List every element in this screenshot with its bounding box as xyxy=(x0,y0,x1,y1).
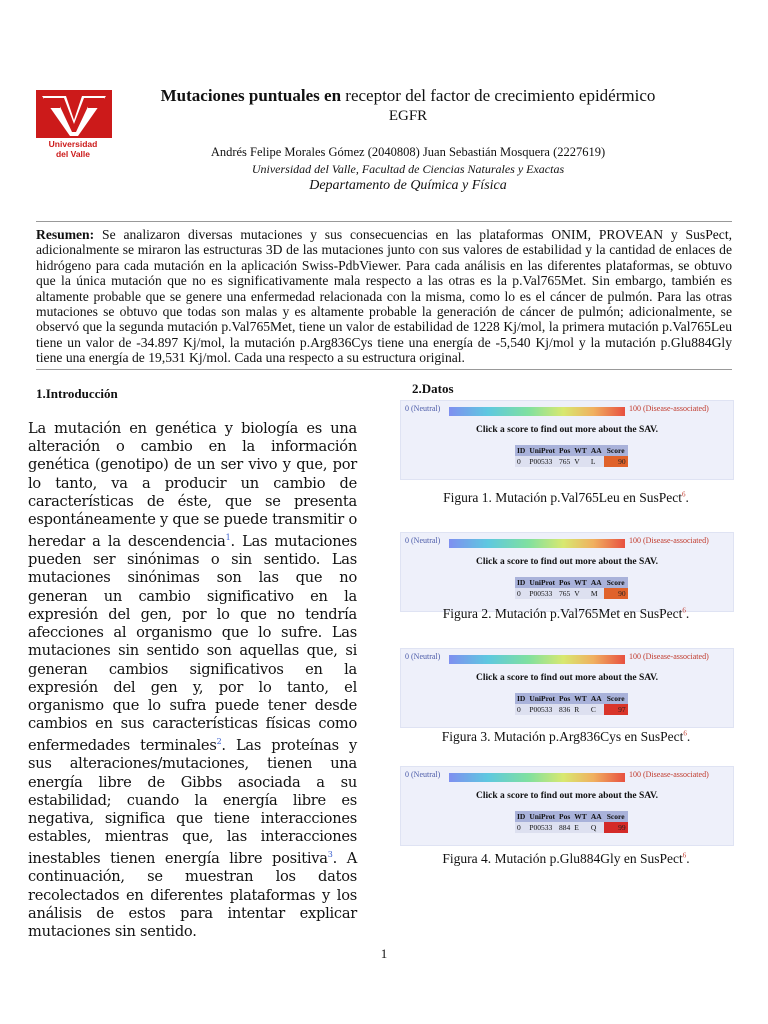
table-cell: R xyxy=(572,704,589,715)
caption-text: Figura 3. Mutación p.Arg836Cys en SusPect xyxy=(441,729,684,744)
table-header: Pos xyxy=(559,578,571,587)
citation-ref: 1 xyxy=(225,533,231,543)
logo-text-line1: Universidad xyxy=(48,139,98,149)
suspect-figure-3 xyxy=(400,648,734,728)
table-header: UniProt xyxy=(529,812,556,821)
table-header: Score xyxy=(604,445,628,456)
intro-text-2: . Las mutaciones pueden ser sinónimas o sin sentido. Las mutaciones sinónimas son las que no generan un cambio significativo en la expresión del gen, por lo que no tendría afecciones al organismo que lo sufre. Las mutaciones sin sentido son aquellas que, si generan cambios significativos en la expresión del gen y, por lo tanto, el organismo que lo sufra puede tener desde cambios en sus características físicas como enfermedades terminales xyxy=(28,533,357,755)
score-table xyxy=(515,577,628,599)
neutral-label: 0 (Neutral) xyxy=(405,652,441,661)
table-cell: 765 xyxy=(559,457,571,466)
table-cell: 0 xyxy=(515,822,527,833)
table-header: ID xyxy=(517,446,526,455)
table-header: Score xyxy=(604,693,628,704)
title-rest: receptor del factor de crecimiento epidérmico xyxy=(341,86,656,105)
table-header: AA xyxy=(590,694,602,703)
abstract-label: Resumen: xyxy=(36,227,95,242)
paper-title-line2: EGFR xyxy=(388,108,428,124)
table-header: Pos xyxy=(559,694,571,703)
table-row[interactable] xyxy=(515,588,628,599)
figure-caption-3 xyxy=(400,729,732,745)
table-header: WT xyxy=(574,578,587,587)
neutral-label: 0 (Neutral) xyxy=(405,536,441,545)
caption-period: . xyxy=(686,729,691,744)
divider-top xyxy=(36,221,732,222)
suspect-figure-2 xyxy=(400,532,734,612)
figure-caption-1 xyxy=(400,490,732,506)
score-gradient-bar xyxy=(449,655,625,664)
caption-period: . xyxy=(685,606,690,621)
neutral-label: 0 (Neutral) xyxy=(405,770,441,779)
table-row[interactable] xyxy=(515,456,628,467)
table-cell: P00533 xyxy=(527,588,557,599)
caption-period: . xyxy=(686,851,690,866)
caption-text: Figura 1. Mutación p.Val765Leu en SusPect xyxy=(443,490,682,505)
score-table xyxy=(515,811,628,833)
figure-caption-4 xyxy=(400,851,732,867)
table-cell: L xyxy=(589,456,604,467)
table-cell: V xyxy=(572,588,589,599)
table-header: UniProt xyxy=(529,694,556,703)
caption-text: Figura 2. Mutación p.Val765Met en SusPect xyxy=(442,606,683,621)
abstract xyxy=(36,227,732,366)
table-cell: V xyxy=(572,456,589,467)
table-row[interactable] xyxy=(515,704,628,715)
affiliation: Universidad del Valle, Facultad de Ciencias Naturales y Exactas xyxy=(251,162,565,176)
table-header: WT xyxy=(574,446,587,455)
click-instruction: Click a score to find out more about the SAV. xyxy=(476,791,658,801)
citation-ref: 6 xyxy=(682,606,686,615)
table-cell: 0 xyxy=(515,456,527,467)
neutral-label: 0 (Neutral) xyxy=(405,404,441,413)
caption-period: . xyxy=(685,490,689,505)
score-gradient-bar xyxy=(449,773,625,782)
citation-ref: 3 xyxy=(327,850,333,860)
logo-text-line2: del Valle xyxy=(55,149,91,159)
click-instruction: Click a score to find out more about the SAV. xyxy=(476,557,658,567)
table-cell: 836 xyxy=(559,705,571,714)
divider-bottom xyxy=(36,369,732,370)
intro-paragraph xyxy=(28,420,357,941)
disease-label: 100 (Disease-associated) xyxy=(629,536,709,545)
table-cell: P00533 xyxy=(527,704,557,715)
authors: Andrés Felipe Morales Gómez (2040808) Juan Sebastián Mosquera (2227619) xyxy=(210,145,606,159)
disease-label: 100 (Disease-associated) xyxy=(629,652,709,661)
section-heading-intro: 1.Introducción xyxy=(36,386,118,401)
score-table xyxy=(515,693,628,715)
table-cell: 765 xyxy=(559,589,571,598)
table-row[interactable] xyxy=(515,822,628,833)
paper-title xyxy=(118,86,698,106)
table-cell: E xyxy=(572,822,589,833)
table-header: ID xyxy=(517,578,526,587)
table-cell: 0 xyxy=(515,588,527,599)
citation-ref: 6 xyxy=(683,729,687,738)
table-cell: Q xyxy=(589,822,604,833)
table-header: WT xyxy=(574,694,587,703)
table-header: AA xyxy=(590,578,602,587)
intro-text-3: . Las proteínas y sus alteraciones/mutaciones, tienen una energía libre de Gibbs asociada a su estabilidad; cuando la energía libre es negativa, significa que tiene interacciones estables, mientras que, las interacciones inestables tienen energía libre positiva xyxy=(28,737,357,868)
citation-ref: 2 xyxy=(216,737,222,747)
score-cell[interactable]: 90 xyxy=(604,456,628,467)
disease-label: 100 (Disease-associated) xyxy=(629,770,709,779)
score-cell[interactable]: 90 xyxy=(604,588,628,599)
click-instruction: Click a score to find out more about the SAV. xyxy=(476,425,658,435)
suspect-figure-1 xyxy=(400,400,734,480)
table-cell: C xyxy=(589,704,604,715)
table-cell: P00533 xyxy=(527,822,557,833)
section-heading-data: 2.Datos xyxy=(412,381,454,396)
disease-label: 100 (Disease-associated) xyxy=(629,404,709,413)
table-cell: 884 xyxy=(559,823,571,832)
table-header: WT xyxy=(574,812,587,821)
table-header: Pos xyxy=(559,446,571,455)
caption-text: Figura 4. Mutación p.Glu884Gly en SusPect xyxy=(442,851,683,866)
table-header: ID xyxy=(517,812,526,821)
table-header: Score xyxy=(604,811,628,822)
table-cell: M xyxy=(589,588,604,599)
table-header: ID xyxy=(517,694,526,703)
table-cell: P00533 xyxy=(527,456,557,467)
figure-caption-2 xyxy=(400,606,732,622)
table-header: AA xyxy=(590,446,602,455)
page-number: 1 xyxy=(380,946,388,961)
abstract-text: Se analizaron diversas mutaciones y sus consecuencias en las plataformas ONIM, PROVEAN y SusPect, adicionalmente se miraron las estructuras 3D de las mutaciones junto con sus valores de estabilidad y la cantidad de enlaces de hidrógeno para cada mutación en la aplicación Swiss-PdbViewer. Para cada análisis en las diferentes plataformas, se obtuvo que la única mutación que no es significativamente mala respecto a las otras es la p.Val765Met. Sin embargo, también es altamente probable que se genere una enfermedad relacionada con la misma, como lo es el cáncer de pulmón. Para las otras mutaciones se obtuvo que todas son malas y es altamente probable la generación de cáncer de pulmón; adicionalmente, se observó que la segunda mutación p.Val765Met, tiene un valor de estabilidad de 1228 Kj/mol, la primera mutación p.Val765Leu tiene un valor de -34.897 Kj/mol, la mutación p.Arg836Cys tiene una energía de -5,540 Kj/mol y la mutación p.Glu884Gly tiene una energía de 19,531 Kj/mol. Cada una respecto a su estructura original. xyxy=(36,227,732,366)
intro-text-1: La mutación en genética y biología es una alteración o cambio en la información genética (genotipo) de un ser vivo y que, por lo tanto, va a producir un cambio de características de éste, que se presenta espontáneamente y que se puede transmitir o heredar a la descendencia xyxy=(28,420,357,551)
department: Departamento de Química y Física xyxy=(309,178,507,193)
table-header: Pos xyxy=(559,812,571,821)
citation-ref: 6 xyxy=(681,490,686,499)
table-header: UniProt xyxy=(529,578,556,587)
table-cell: 0 xyxy=(515,704,527,715)
intro-text-4: . A continuación, se muestran los datos recolectados en diferentes plataformas y los análisis de estos para intentar explicar mutaciones sin sentido. xyxy=(28,850,357,941)
score-gradient-bar xyxy=(449,407,625,416)
suspect-figure-4 xyxy=(400,766,734,846)
click-instruction: Click a score to find out more about the SAV. xyxy=(476,673,658,683)
table-header: UniProt xyxy=(529,446,556,455)
score-cell[interactable]: 97 xyxy=(604,704,628,715)
title-bold: Mutaciones puntuales en xyxy=(160,86,342,105)
table-header: AA xyxy=(590,812,602,821)
score-gradient-bar xyxy=(449,539,625,548)
table-header: Score xyxy=(604,577,628,588)
citation-ref: 6 xyxy=(682,851,687,860)
score-table xyxy=(515,445,628,467)
score-cell[interactable]: 99 xyxy=(604,822,628,833)
